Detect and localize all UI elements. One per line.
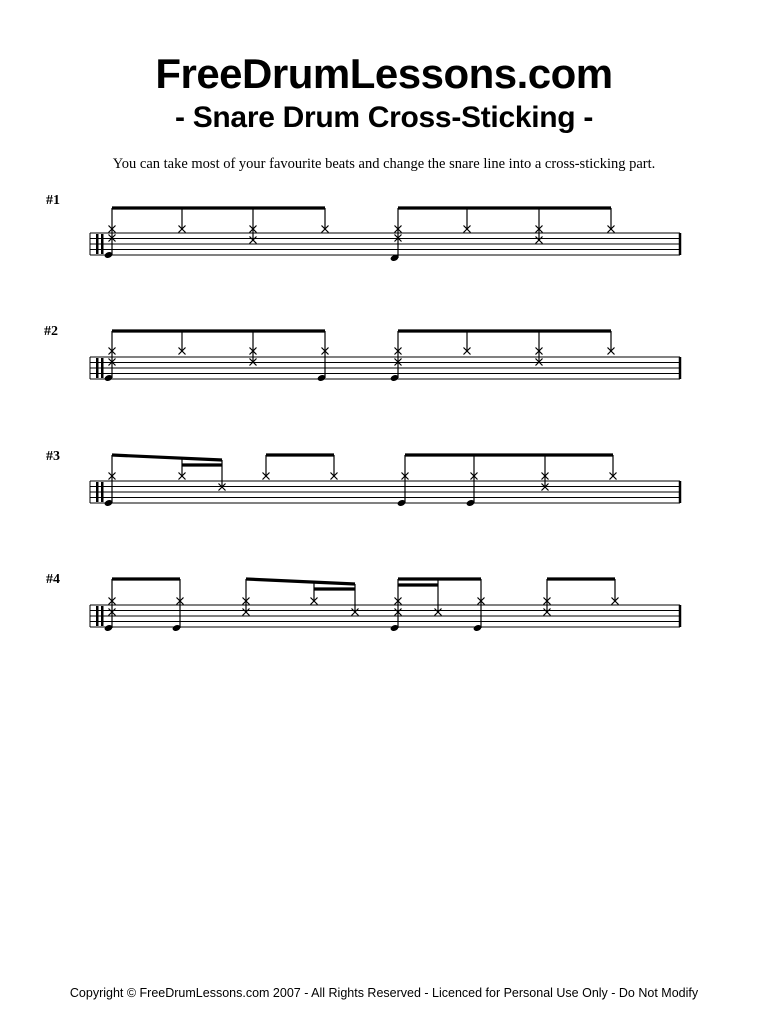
intro-text: You can take most of your favourite beats and change the snare line into a cross-sticking part.	[112, 156, 656, 172]
exercise-1-label: #1	[46, 193, 60, 208]
percussion-clef	[96, 482, 99, 502]
note-beam	[246, 579, 355, 584]
percussion-clef	[96, 606, 99, 626]
page-subtitle: - Snare Drum Cross-Sticking -	[174, 101, 594, 134]
copyright-footer: Copyright © FreeDrumLessons.com 2007 - All Rights Reserved - Licenced for Personal Use Only - Do Not Modify	[69, 986, 699, 1000]
exercise-2-label: #2	[44, 324, 58, 339]
page-title: FreeDrumLessons.com	[155, 50, 613, 97]
percussion-clef	[101, 482, 104, 502]
percussion-clef	[96, 358, 99, 378]
percussion-clef	[96, 234, 99, 254]
percussion-clef	[101, 606, 104, 626]
percussion-clef	[101, 358, 104, 378]
percussion-clef	[101, 234, 104, 254]
exercise-4-label: #4	[46, 572, 60, 587]
note-beam	[112, 455, 222, 460]
exercise-3-label: #3	[46, 449, 60, 464]
